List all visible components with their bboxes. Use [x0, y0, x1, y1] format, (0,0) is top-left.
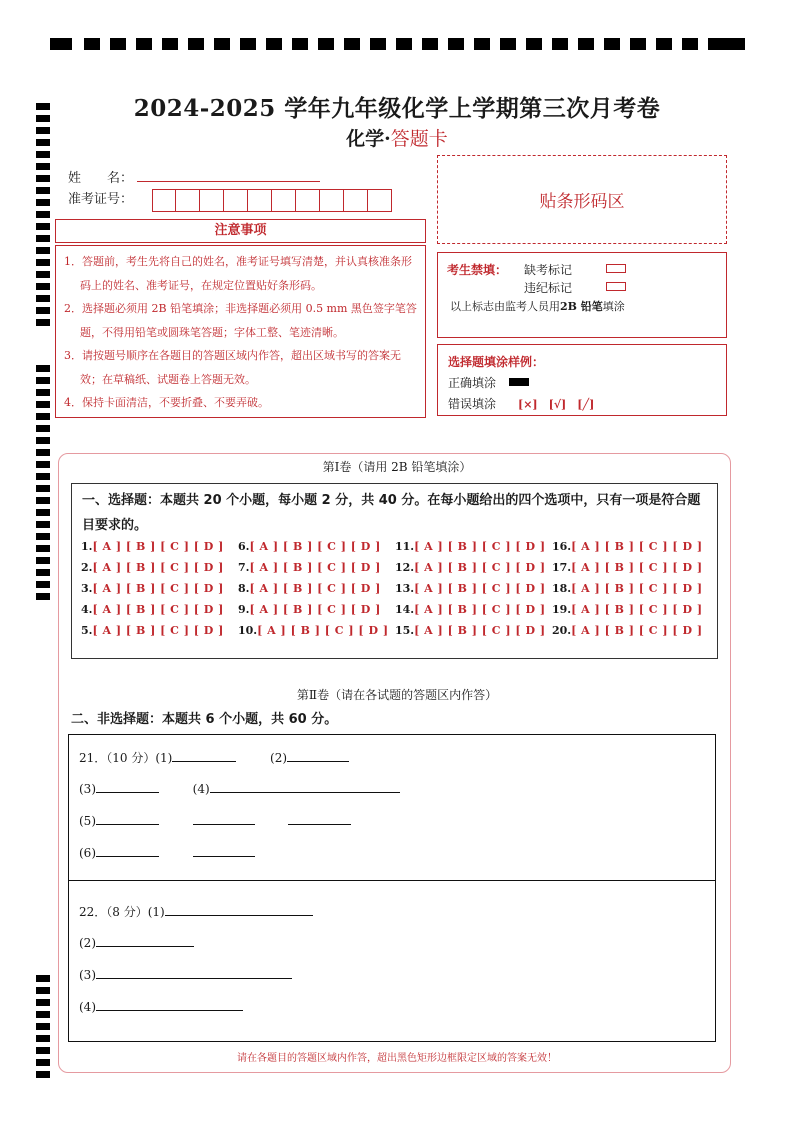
notice-item: 4．保持卡面清洁，不要折叠、不要弄破。 [64, 396, 269, 409]
notice-item: 3．请按题号顺序在各题目的答题区域内作答，超出区域书写的答案无效；在草稿纸、试题卷上答题无效。 [64, 349, 401, 386]
choice-question-14[interactable] [395, 603, 546, 616]
q21-part-4-label: (4) [192, 782, 210, 796]
forbid-note-bold: 2B 铅笔 [560, 300, 603, 313]
subtitle-answer-card: 答题卡 [390, 128, 448, 150]
question-number: 19. [552, 603, 572, 616]
q21-blank-6b[interactable] [193, 844, 255, 857]
answer-options[interactable]: [ A ] [ B ] [ C ] [ D ] [249, 561, 381, 574]
q21-blank-4[interactable] [210, 780, 400, 793]
absent-mark-label: 缺考标记 [524, 263, 573, 277]
q22-head: 22．（8 分）(1) [79, 905, 165, 919]
question-number: 17. [552, 561, 572, 574]
page-title: 2024-2025 学年九年级化学上学期第三次月考卷 [133, 95, 661, 122]
id-digit-box[interactable] [224, 189, 248, 212]
choice-question-13[interactable] [395, 582, 546, 595]
q21-line-1 [79, 749, 349, 766]
id-digit-box[interactable] [368, 189, 392, 212]
q21-line-3 [79, 812, 351, 828]
q22-blank-1[interactable] [165, 903, 313, 916]
question-number: 5. [81, 624, 93, 637]
wrong-fill-label: 错误填涂 [448, 397, 497, 411]
answer-options[interactable]: [ A ] [ B ] [ C ] [ D ] [414, 540, 546, 553]
candidate-forbidden-area [437, 252, 727, 338]
question-number: 1. [81, 540, 93, 553]
q22-blank-3[interactable] [96, 966, 292, 979]
q22-line-3 [79, 966, 292, 982]
choice-question-3[interactable] [81, 582, 224, 595]
id-digit-box[interactable] [296, 189, 320, 212]
choice-question-12[interactable] [395, 561, 546, 574]
notice-heading: 注意事项 [55, 219, 426, 243]
q21-part-3-label: (3) [79, 782, 96, 796]
answer-options[interactable]: [ A ] [ B ] [ C ] [ D ] [92, 561, 224, 574]
question-number: 6. [238, 540, 250, 553]
question-number: 16. [552, 540, 572, 553]
notice-body [55, 245, 426, 418]
answer-options[interactable]: [ A ] [ B ] [ C ] [ D ] [414, 603, 546, 616]
answer-options[interactable]: [ A ] [ B ] [ C ] [ D ] [571, 582, 703, 595]
q22-part-2-label: (2) [79, 936, 96, 950]
q21-blank-6a[interactable] [96, 844, 159, 857]
q21-blank-5b[interactable] [193, 812, 255, 825]
example-title: 选择题填涂样例： [448, 355, 545, 369]
q21-head: 21．（10 分）(1) [79, 751, 173, 765]
choice-question-5[interactable] [81, 624, 224, 637]
choice-question-18[interactable] [552, 582, 703, 595]
answer-options[interactable]: [ A ] [ B ] [ C ] [ D ] [92, 624, 224, 637]
correct-fill-label: 正确填涂 [448, 376, 497, 390]
top-right-marker [721, 38, 745, 50]
section1-title: 第Ⅰ卷（请用 2B 铅笔填涂） [322, 460, 472, 474]
correct-fill-sample [509, 378, 529, 386]
id-digit-box[interactable] [200, 189, 224, 212]
barcode-label: 贴条形码区 [539, 192, 625, 212]
question-number: 3. [81, 582, 93, 595]
answer-options[interactable]: [ A ] [ B ] [ C ] [ D ] [414, 582, 546, 595]
answer-options[interactable]: [ A ] [ B ] [ C ] [ D ] [414, 624, 546, 637]
choice-question-7[interactable] [238, 561, 381, 574]
choice-question-17[interactable] [552, 561, 703, 574]
q21-blank-5c[interactable] [288, 812, 351, 825]
question-number: 14. [395, 603, 415, 616]
question-number: 20. [552, 624, 572, 637]
answer-options[interactable]: [ A ] [ B ] [ C ] [ D ] [92, 603, 224, 616]
id-digit-box[interactable] [320, 189, 344, 212]
id-digit-box[interactable] [344, 189, 368, 212]
wrong-fill-samples: [×] [√] [╱] [518, 398, 595, 411]
answer-options[interactable]: [ A ] [ B ] [ C ] [ D ] [92, 582, 224, 595]
notice-item: 2．选择题必须用 2B 铅笔填涂；非选择题必须用 0.5 mm 黑色签字笔答题，不得用铅笔或圆珠笔答题；字体工整、笔迹清晰。 [64, 302, 417, 339]
question-number: 11. [395, 540, 415, 553]
q21-part-5-label: (5) [79, 814, 96, 828]
subtitle-subject: 化学· [346, 128, 391, 150]
section2-heading: 二、非选择题：本题共 6 个小题，共 60 分。 [71, 712, 338, 727]
question-number: 10. [238, 624, 258, 637]
q21-blank-2[interactable] [287, 749, 349, 762]
id-label: 准考证号： [68, 192, 134, 207]
question-number: 4. [81, 603, 93, 616]
exam-id-boxes[interactable] [152, 189, 392, 212]
top-timing-marks [50, 38, 745, 50]
q21-blank-3[interactable] [96, 780, 159, 793]
id-digit-box[interactable] [272, 189, 296, 212]
q22-part-3-label: (3) [79, 968, 96, 982]
q22-line-1 [79, 903, 313, 920]
forbid-note-post: 填涂 [602, 300, 625, 313]
id-digit-box[interactable] [176, 189, 200, 212]
question-number: 18. [552, 582, 572, 595]
answer-options[interactable]: [ A ] [ B ] [ C ] [ D ] [257, 624, 389, 637]
choice-instructions: 一、选择题：本题共 20 个小题，每小题 2 分，共 40 分。在每小题给出的四个选项中，只有一项是符合题目要求的。 [82, 493, 701, 533]
section2-title: 第Ⅱ卷（请在各试题的答题区内作答） [296, 688, 498, 702]
answer-options[interactable]: [ A ] [ B ] [ C ] [ D ] [414, 561, 546, 574]
choice-question-20[interactable] [552, 624, 703, 637]
choice-question-8[interactable] [238, 582, 381, 595]
question-number: 13. [395, 582, 415, 595]
choice-question-4[interactable] [81, 603, 224, 616]
answer-options[interactable]: [ A ] [ B ] [ C ] [ D ] [249, 540, 381, 553]
forbid-label: 考生禁填： [447, 263, 508, 277]
id-digit-box[interactable] [248, 189, 272, 212]
q21-part-6-label: (6) [79, 846, 96, 860]
question-number: 2. [81, 561, 93, 574]
choice-question-9[interactable] [238, 603, 381, 616]
choice-question-19[interactable] [552, 603, 703, 616]
answer-options[interactable]: [ A ] [ B ] [ C ] [ D ] [249, 603, 381, 616]
answer-options[interactable]: [ A ] [ B ] [ C ] [ D ] [92, 540, 224, 553]
q21-blank-1[interactable] [172, 749, 236, 762]
choice-question-2[interactable] [81, 561, 224, 574]
q21-part-2-label: (2) [270, 751, 288, 765]
violation-mark-label: 违纪标记 [524, 281, 573, 295]
fill-example-area [437, 344, 727, 416]
q21-blank-5a[interactable] [96, 812, 159, 825]
question-number: 8. [238, 582, 250, 595]
q22-blank-4[interactable] [96, 998, 243, 1011]
choice-question-1[interactable] [81, 540, 224, 553]
question-number: 15. [395, 624, 415, 637]
forbid-note [450, 298, 625, 314]
footer-warning: 请在各题目的答题区域内作答，超出黑色矩形边框限定区域的答案无效！ [237, 1053, 557, 1064]
q21-line-2 [79, 780, 400, 796]
answer-options[interactable]: [ A ] [ B ] [ C ] [ D ] [571, 540, 703, 553]
q22-blank-2[interactable] [96, 934, 194, 947]
question-number: 9. [238, 603, 250, 616]
choice-question-15[interactable] [395, 624, 546, 637]
violation-mark-box[interactable] [606, 282, 626, 291]
id-digit-box[interactable] [152, 189, 176, 212]
answer-options[interactable]: [ A ] [ B ] [ C ] [ D ] [249, 582, 381, 595]
page-subtitle [0, 124, 794, 151]
q22-line-4 [79, 998, 243, 1014]
q21-line-4 [79, 844, 255, 860]
notice-item: 1．答题前，考生先将自己的姓名，准考证号填写清楚，并认真核准条形码上的姓名、准考证号，在规定位置贴好条形码。 [64, 255, 412, 292]
question-number: 12. [395, 561, 415, 574]
question-number: 7. [238, 561, 250, 574]
choice-question-11[interactable] [395, 540, 546, 553]
answer-options[interactable]: [ A ] [ B ] [ C ] [ D ] [571, 561, 703, 574]
answer-options[interactable]: [ A ] [ B ] [ C ] [ D ] [571, 624, 703, 637]
name-field[interactable] [137, 181, 320, 182]
choice-question-10[interactable] [238, 624, 389, 637]
absent-mark-box[interactable] [606, 264, 626, 273]
forbid-note-pre: 以上标志由监考人员用 [450, 300, 560, 313]
answer-options[interactable]: [ A ] [ B ] [ C ] [ D ] [571, 603, 703, 616]
q22-line-2 [79, 934, 194, 950]
barcode-area [437, 155, 727, 244]
q22-part-4-label: (4) [79, 1000, 96, 1014]
choice-question-16[interactable] [552, 540, 703, 553]
name-label: 姓 名： [68, 171, 134, 186]
choice-question-6[interactable] [238, 540, 381, 553]
